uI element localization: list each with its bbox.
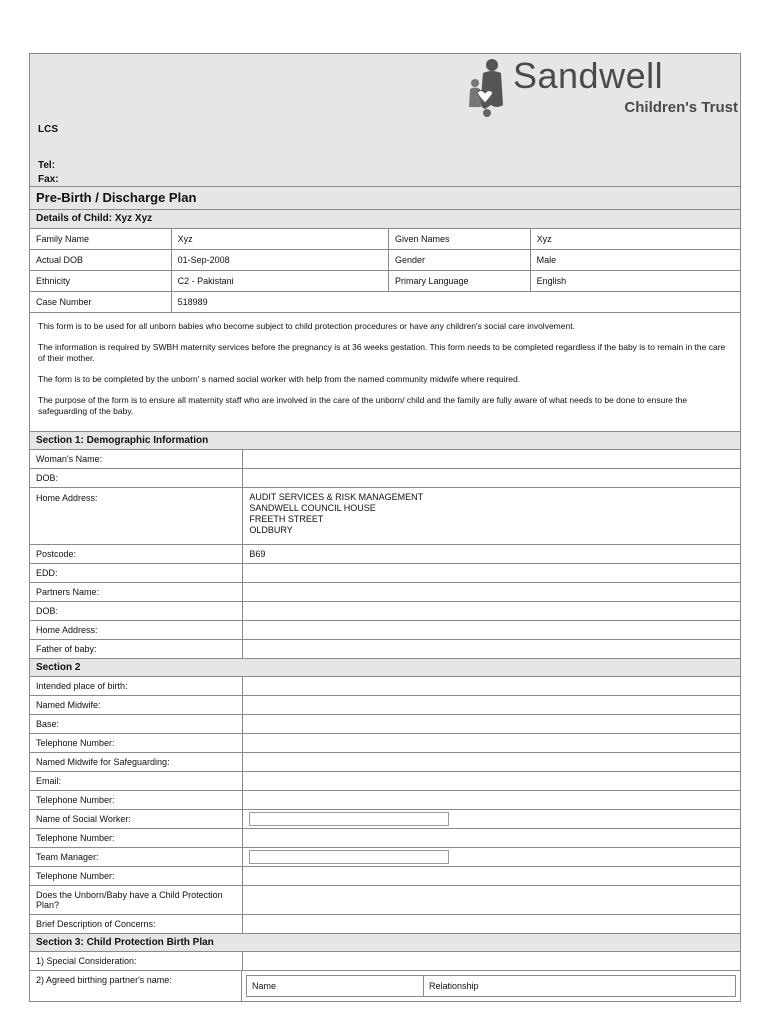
birthing-partner-label: 2) Agreed birthing partner's name: xyxy=(30,971,242,1001)
table-row xyxy=(30,271,740,292)
section2-heading: Section 2 xyxy=(30,659,740,677)
intro-paragraph: The information is required by SWBH maternity services before the pregnancy is at 36 weeks gestation. This form needs to be completed regardless if the baby is to remain in the care of their mother. xyxy=(38,342,726,363)
partners-name-label: Partners Name: xyxy=(30,583,243,601)
address-line: SANDWELL COUNCIL HOUSE xyxy=(249,503,376,513)
family-name-value: Xyz xyxy=(172,229,389,249)
email-field[interactable] xyxy=(243,772,740,790)
base-label: Base: xyxy=(30,715,243,733)
birth-place-label: Intended place of birth: xyxy=(30,677,243,695)
gender-value: Male xyxy=(536,255,557,265)
manager-tel-field[interactable] xyxy=(243,867,740,885)
ethnicity-value: C2 - Pakistani xyxy=(172,271,389,291)
case-number-label: Case Number xyxy=(30,292,172,312)
language-label: Primary Language xyxy=(389,271,531,291)
safeguarding-tel-label: Telephone Number: xyxy=(30,791,243,809)
birthing-partner-table xyxy=(246,975,736,997)
tel-label: Tel: xyxy=(38,160,56,171)
fax-label: Fax: xyxy=(38,174,59,185)
intro-paragraph: The purpose of the form is to ensure all maternity staff who are involved in the care of the unborn/ child and the family are fully aware of what needs to be done to ensure the safeguarding of the baby. xyxy=(38,395,688,416)
section3-heading: Section 3: Child Protection Birth Plan xyxy=(30,934,740,952)
edd-label: EDD: xyxy=(30,564,243,582)
sandwell-logo xyxy=(463,57,738,121)
special-consideration-field[interactable] xyxy=(243,952,740,970)
ethnicity-label: Ethnicity xyxy=(30,271,172,291)
social-worker-tel-field[interactable] xyxy=(243,829,740,847)
table-row xyxy=(30,250,740,271)
special-consideration-label: 1) Special Consideration: xyxy=(30,952,243,970)
section1-heading: Section 1: Demographic Information xyxy=(30,432,740,450)
family-logo-icon xyxy=(463,57,511,121)
gender-label: Gender xyxy=(389,250,531,270)
father-field[interactable] xyxy=(243,640,740,658)
lcs-label: LCS xyxy=(38,124,58,135)
intro-text xyxy=(30,313,740,432)
form-title: Pre-Birth / Discharge Plan xyxy=(30,187,740,210)
address-line: AUDIT SERVICES & RISK MANAGEMENT xyxy=(249,492,424,502)
social-worker-input[interactable] xyxy=(249,812,449,826)
cpp-label: Does the Unborn/Baby have a Child Protection Plan? xyxy=(30,886,243,914)
family-name-label: Family Name xyxy=(30,229,172,249)
social-worker-label: Name of Social Worker: xyxy=(30,810,243,828)
partner-address-field[interactable] xyxy=(243,621,740,639)
relationship-column-header: Relationship xyxy=(429,981,479,991)
womans-name-field[interactable] xyxy=(243,450,740,468)
birth-place-field[interactable] xyxy=(243,677,740,695)
team-manager-input[interactable] xyxy=(249,850,449,864)
case-number-value: 518989 xyxy=(177,297,208,307)
logo-wordmark: Sandwell xyxy=(513,55,664,96)
safeguarding-tel-field[interactable] xyxy=(243,791,740,809)
partners-name-field[interactable] xyxy=(243,583,740,601)
partner-dob-label: DOB: xyxy=(30,602,243,620)
home-address-field[interactable] xyxy=(243,488,740,544)
father-label: Father of baby: xyxy=(30,640,243,658)
name-column-header: Name xyxy=(247,976,424,996)
postcode-label: Postcode: xyxy=(30,545,243,563)
midwife-label: Named Midwife: xyxy=(30,696,243,714)
birthing-partner-cell xyxy=(242,971,740,1001)
dob-value: 01-Sep-2008 xyxy=(172,250,389,270)
partner-address-label: Home Address: xyxy=(30,621,243,639)
postcode-field[interactable]: B69 xyxy=(249,549,266,559)
womans-name-label: Woman's Name: xyxy=(30,450,243,468)
intro-paragraph: The form is to be completed by the unborn' s named social worker with help from the named community midwife where required. xyxy=(38,374,521,384)
table-row xyxy=(30,292,740,313)
edd-field[interactable] xyxy=(243,564,740,582)
given-names-value: Xyz xyxy=(536,234,552,244)
cpp-field[interactable] xyxy=(243,886,740,914)
home-address-label: Home Address: xyxy=(30,488,243,544)
midwife-field[interactable] xyxy=(243,696,740,714)
social-worker-cell xyxy=(243,810,740,828)
social-worker-tel-label: Telephone Number: xyxy=(30,829,243,847)
team-manager-cell xyxy=(243,848,740,866)
concerns-field[interactable] xyxy=(243,915,740,933)
pre-birth-form xyxy=(29,53,741,1002)
safeguarding-midwife-field[interactable] xyxy=(243,753,740,771)
team-manager-label: Team Manager: xyxy=(30,848,243,866)
child-details-heading: Details of Child: Xyz Xyz xyxy=(30,210,740,229)
woman-dob-field[interactable] xyxy=(243,469,740,487)
intro-paragraph: This form is to be used for all unborn babies who become subject to child protection procedures or have any children's social care involvement. xyxy=(38,321,575,331)
manager-tel-label: Telephone Number: xyxy=(30,867,243,885)
form-header xyxy=(30,54,740,187)
logo-subtitle: Children's Trust xyxy=(624,99,738,116)
address-line: OLDBURY xyxy=(249,525,293,535)
concerns-label: Brief Description of Concerns: xyxy=(30,915,243,933)
email-label: Email: xyxy=(30,772,243,790)
partner-dob-field[interactable] xyxy=(243,602,740,620)
woman-dob-label: DOB: xyxy=(30,469,243,487)
dob-label: Actual DOB xyxy=(30,250,172,270)
base-field[interactable] xyxy=(243,715,740,733)
midwife-tel-label: Telephone Number: xyxy=(30,734,243,752)
language-value: English xyxy=(536,276,567,286)
midwife-tel-field[interactable] xyxy=(243,734,740,752)
safeguarding-midwife-label: Named Midwife for Safeguarding: xyxy=(30,753,243,771)
address-line: FREETH STREET xyxy=(249,514,324,524)
table-row xyxy=(30,229,740,250)
given-names-label: Given Names xyxy=(389,229,531,249)
